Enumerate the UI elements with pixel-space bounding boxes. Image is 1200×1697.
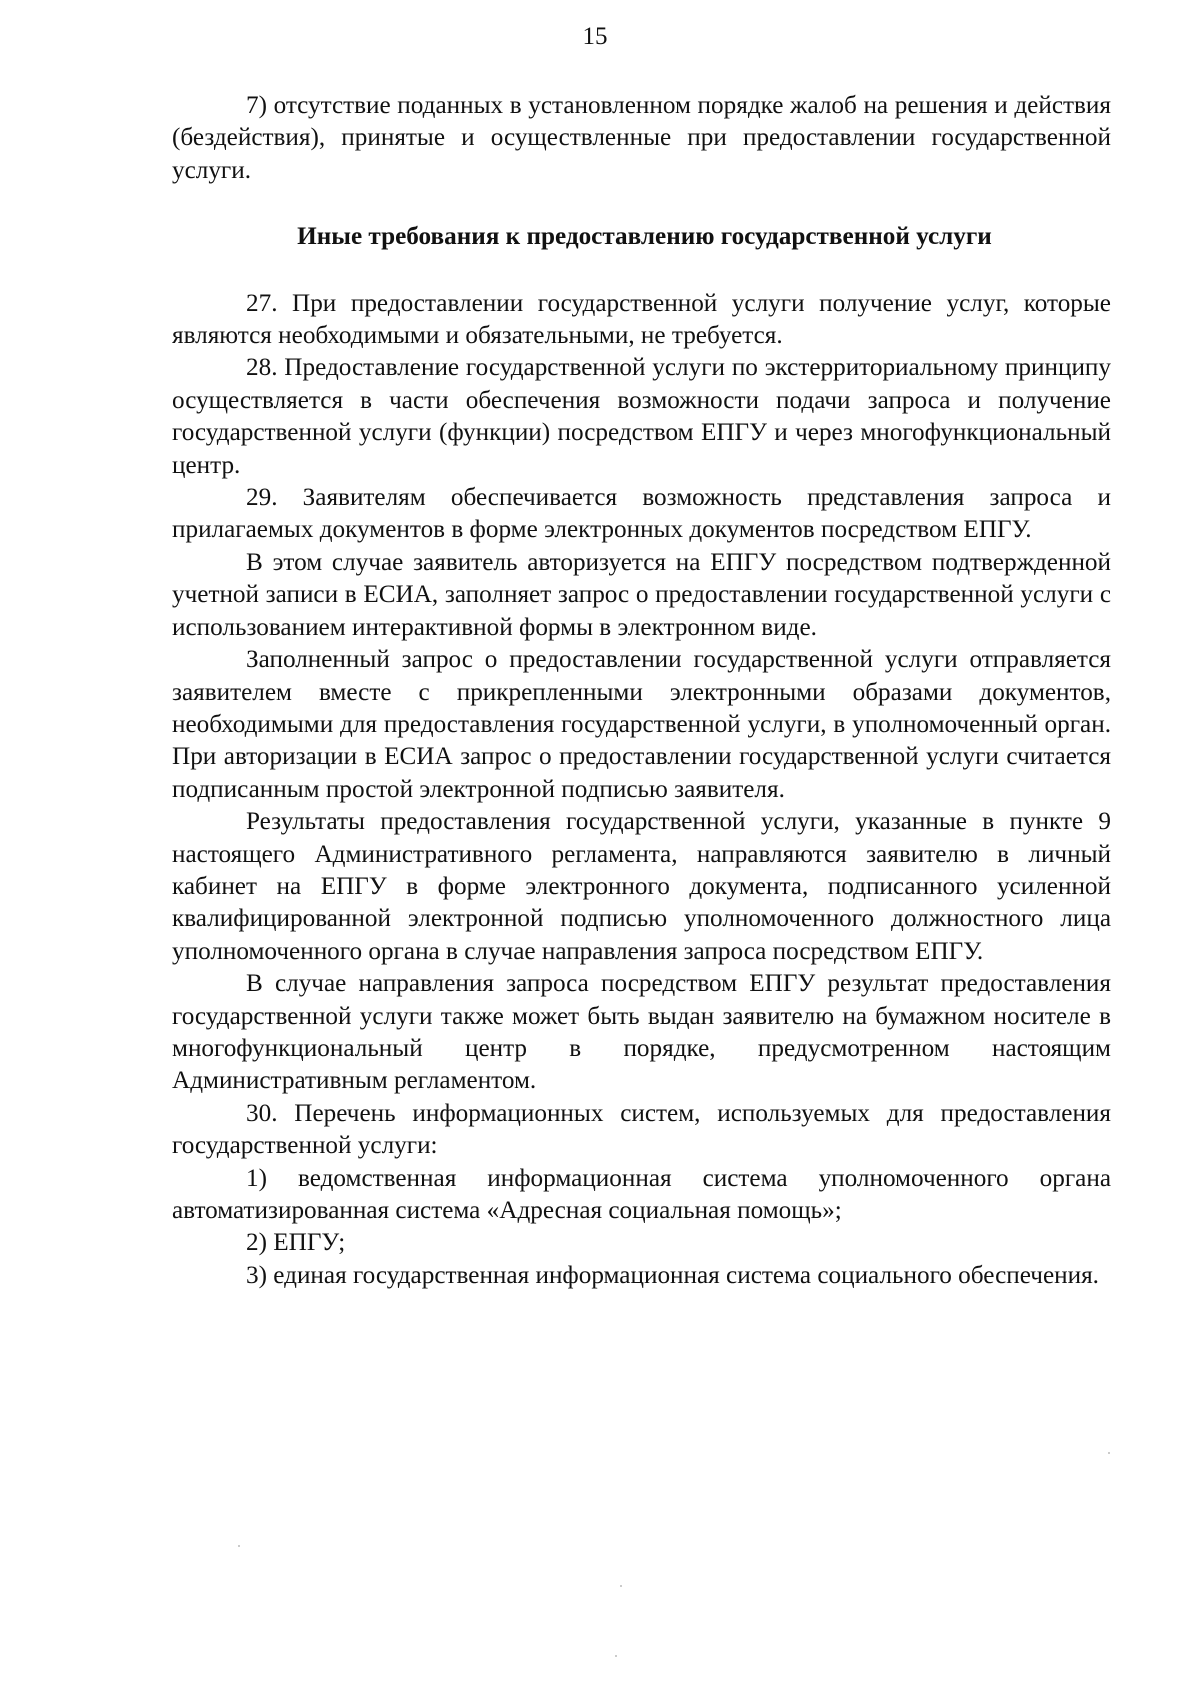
scan-speck: [1108, 1452, 1110, 1454]
list-item-30-1: 1) ведомственная информационная система уполномоченного органа автоматизированная система «Адресная социальная помощь»;: [172, 1164, 1111, 1224]
document-body: [172, 90, 1111, 1292]
paragraph-item-7: 7) отсутствие поданных в установленном порядке жалоб на решения и действия (бездействия), принятые и осуществленные при предоставлении государственной услуги.: [172, 92, 1111, 184]
page-number: 15: [582, 23, 608, 50]
paragraph-29: 29. Заявителям обеспечивается возможность представления запроса и прилагаемых документов в форме электронных документов посредством ЕПГУ.: [172, 484, 1111, 544]
paragraph-30: 30. Перечень информационных систем, используемых для предоставления государственной услуги:: [172, 1099, 1111, 1160]
list-item-30-3: 3) единая государственная информационная система социального обеспечения.: [246, 1261, 1099, 1289]
list-item-30-2: 2) ЕПГУ;: [246, 1229, 346, 1257]
scan-speck: [615, 1655, 617, 1657]
paragraph-29-case: В этом случае заявитель авторизуется на ЕПГУ посредством подтвержденной учетной записи в ЕСИА, заполняет запрос о предоставлении государственной услуги с использованием интерактивной формы в электронном виде.: [172, 548, 1111, 641]
paragraph-29-filled-request: Заполненный запрос о предоставлении государственной услуги отправляется заявителем вместе с прикрепленными электронными образами документов, необходимыми для предоставления государственной услуги, в уполномоченный орган. При авторизации в ЕСИА запрос о предоставлении государственной услуги считается подписанным простой электронной подписью заявителя.: [172, 646, 1111, 803]
section-heading: Иные требования к предоставлению государственной услуги: [297, 223, 992, 251]
paragraph-27: 27. При предоставлении государственной услуги получение услуг, которые являются необходимыми и обязательными, не требуется.: [172, 289, 1111, 350]
paragraph-29-results: Результаты предоставления государственной услуги, указанные в пункте 9 настоящего Административного регламента, направляются заявителю в личный кабинет на ЕПГУ в форме электронного документа, подписанного усиленной квалифицированной электронной подписью уполномоченного должностного лица уполномоченного органа в случае направления запроса посредством ЕПГУ.: [172, 808, 1111, 965]
scan-speck: [238, 1545, 240, 1547]
scan-speck: [620, 1585, 622, 1587]
paragraph-28: 28. Предоставление государственной услуги по экстерриториальному принципу осуществляется в части обеспечения возможности подачи запроса и получение государственной услуги (функции) посредством ЕПГУ и через многофункциональный центр.: [172, 354, 1111, 479]
paragraph-29-paper-result: В случае направления запроса посредством ЕПГУ результат предоставления государственной услуги также может быть выдан заявителю на бумажном носителе в многофункциональный центр в порядке, предусмотренном настоящим Административным регламентом.: [172, 970, 1111, 1095]
